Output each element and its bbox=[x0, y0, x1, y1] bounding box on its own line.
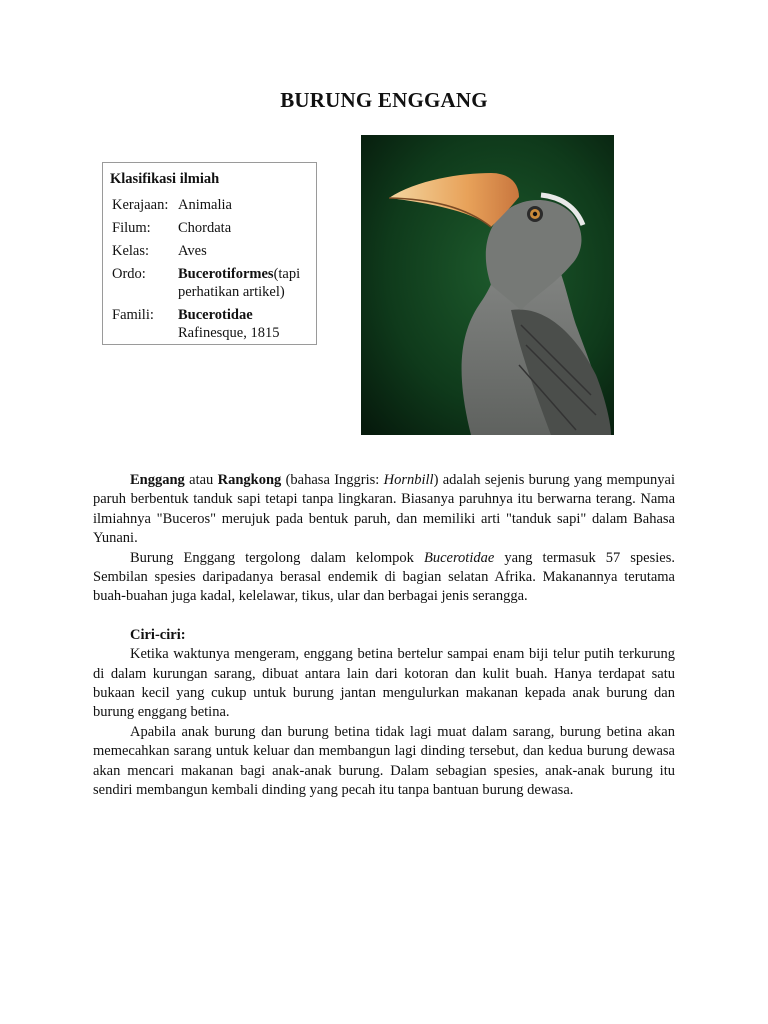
text-span: yang termasuk 57 spesies. Sembilan spesies daripadanya berasal endemik di bagian selatan Afrika. Makanannya terutama buah-buahan juga kadal, kelelawar, tikus, ular dan berbagai jenis serangga. bbox=[93, 549, 675, 605]
hornbill-illustration bbox=[361, 135, 614, 435]
classification-key: Famili: bbox=[112, 307, 154, 323]
classification-box bbox=[102, 162, 317, 345]
term-enggang: Enggang bbox=[130, 472, 185, 488]
term-hornbill: Hornbill bbox=[383, 472, 434, 488]
classification-paragraph bbox=[93, 549, 675, 607]
classification-value bbox=[178, 306, 312, 347]
classification-value: Aves bbox=[178, 243, 207, 259]
classification-key: Kelas: bbox=[112, 243, 150, 259]
text-span: (bahasa Inggris: bbox=[281, 472, 384, 488]
family-name: Bucerotidae bbox=[178, 307, 253, 323]
classification-value: Chordata bbox=[178, 220, 232, 236]
classification-key: Filum: bbox=[112, 220, 151, 236]
classification-key: Ordo: bbox=[112, 266, 146, 282]
classification-table bbox=[112, 196, 312, 347]
classification-row bbox=[112, 219, 312, 242]
classification-row bbox=[112, 265, 312, 306]
fledging-paragraph: Apabila anak burung dan burung betina tidak lagi muat dalam sarang, burung betina akan memecahkan sarang untuk keluar dan membangun lagi dinding tersebut, dan kedua burung dewasa akan mencari makanan bagi anak-anak burung. Dalam sebagian spesies, anak-anak burung itu sendiri membangun kembali dinding yang pecah itu tanpa bantuan burung dewasa. bbox=[93, 723, 675, 799]
classification-row bbox=[112, 196, 312, 219]
term-rangkong: Rangkong bbox=[217, 472, 282, 488]
section-heading-ciri: Ciri-ciri: bbox=[130, 626, 186, 643]
classification-key: Kerajaan: bbox=[112, 197, 169, 213]
order-name: Bucerotiformes bbox=[178, 266, 274, 282]
classification-value: Animalia bbox=[178, 197, 232, 213]
body-text bbox=[93, 471, 675, 801]
hornbill-photo bbox=[361, 135, 614, 435]
nesting-paragraph: Ketika waktunya mengeram, enggang betina bertelur sampai enam biji telur putih terkurung di dalam kurungan sarang, dibuat antara lain dari kotoran dan kulit buah. Hanya terdapat satu bukaan kecil yang cukup untuk burung jantan mengulurkan makanan kepada anak burung dan burung enggang betina. bbox=[93, 646, 675, 721]
text-span: ) adalah sejenis burung yang mempunyai paruh berbentuk tanduk sapi tetapi tanpa lingkaran. Biasanya paruhnya itu berwarna terang. Nama ilmiahnya "Buceros" merujuk pada bentuk paruh, dan memiliki arti "tanduk sapi" dalam Bahasa Yunani. bbox=[93, 472, 676, 547]
classification-value bbox=[178, 265, 312, 306]
classification-row bbox=[112, 306, 312, 347]
text-span: atau bbox=[184, 472, 218, 488]
order-note: (tapi perhatikan artikel) bbox=[178, 266, 301, 300]
intro-paragraph bbox=[93, 471, 675, 549]
term-bucerotidae: Bucerotidae bbox=[423, 549, 495, 566]
classification-heading: Klasifikasi ilmiah bbox=[110, 171, 220, 187]
text-span: Burung Enggang tergolong dalam kelompok bbox=[130, 549, 424, 566]
classification-row bbox=[112, 242, 312, 265]
document-title: BURUNG ENGGANG bbox=[280, 88, 488, 112]
family-author: Rafinesque, 1815 bbox=[178, 325, 280, 341]
